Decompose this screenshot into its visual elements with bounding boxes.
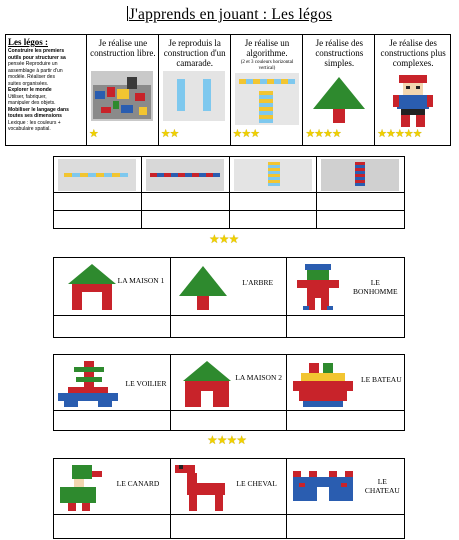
algo-photo-4 xyxy=(317,157,405,193)
house-2-label: LA MAISON 2 xyxy=(235,373,282,382)
level-5-cell xyxy=(375,35,451,146)
sailboat-cell xyxy=(54,355,171,411)
constructions-table-2 xyxy=(53,354,405,431)
duck-label: LE CANARD xyxy=(116,479,160,488)
level-5-text: Je réalise des constructions plus complexes. xyxy=(380,38,446,68)
constructions-table-1 xyxy=(53,257,405,338)
objectives-cell xyxy=(6,35,87,146)
sailboat-photo xyxy=(56,359,122,409)
level-3-text: Je réalise un algorithme. xyxy=(244,38,290,58)
horse-label: LE CHEVAL xyxy=(236,479,277,488)
person-cell xyxy=(287,258,405,316)
sailboat-label: LE VOILIER xyxy=(125,379,167,388)
person-photo xyxy=(293,262,343,312)
three-stars: ★★★ xyxy=(209,232,239,246)
algo-photo-3 xyxy=(229,157,317,193)
algo-photo-1 xyxy=(54,157,142,193)
level-1-cell xyxy=(86,35,158,146)
algo-blank-2 xyxy=(141,193,229,211)
house-1-label: LA MAISON 1 xyxy=(117,276,165,285)
tree-cell xyxy=(170,258,287,316)
page-title xyxy=(0,6,459,24)
objectives-text: Construire les premiers outils pour structurer sa pensée Reproduire un assemblage à partir d'un modèle. Réaliser des suites organisées. Explorer le monde Utiliser, fabriquer, manipuler des objets. Mobiliser le langage dans toutes ses dimensions Lexique : les couleurs + vocabulaire spatial. xyxy=(8,48,69,132)
algo-blank-1 xyxy=(54,193,142,211)
level-5-stars: ★★★★★ xyxy=(377,128,422,140)
constructions-table-3 xyxy=(53,458,405,539)
house-2-cell xyxy=(170,355,287,411)
horse-cell xyxy=(170,459,287,515)
level-2-text: Je reproduis la construction d'un camarade. xyxy=(163,38,226,68)
objectives-heading: Les légos : xyxy=(8,37,48,47)
person-label: LE BONHOMME xyxy=(353,278,398,297)
level-4-cell xyxy=(303,35,375,146)
level-3-note: (2 et 3 couleurs horizontal vertical) xyxy=(240,60,294,71)
duck-cell xyxy=(54,459,171,515)
free-construction-photo xyxy=(91,71,153,121)
boat-cell xyxy=(287,355,405,411)
castle-label: LE CHATEAU xyxy=(364,477,400,496)
boat-label: LE BATEAU xyxy=(361,375,402,384)
text-cursor xyxy=(127,6,128,21)
level-3-cell xyxy=(230,35,303,146)
house-1-photo xyxy=(64,262,120,312)
four-stars: ★★★★ xyxy=(207,433,247,447)
algo-blank-3 xyxy=(229,193,317,211)
level-4-text: Je réalise des constructions simples. xyxy=(315,38,364,68)
level-3-stars: ★★★ xyxy=(232,128,260,140)
page-title-text: J'apprends en jouant : Les légos xyxy=(128,6,333,23)
level-1-stars: ★ xyxy=(88,128,98,140)
boat-photo xyxy=(289,359,357,409)
tree-photo xyxy=(175,262,231,312)
algorithm-table xyxy=(53,156,405,229)
simple-tree-photo xyxy=(309,73,369,125)
castle-photo xyxy=(291,471,355,507)
level-4-stars: ★★★★ xyxy=(305,128,341,140)
algo-blank-4 xyxy=(317,193,405,211)
duck-photo xyxy=(58,463,106,513)
house-1-cell xyxy=(54,258,171,316)
tree-label: L'ARBRE xyxy=(242,278,274,287)
horse-photo xyxy=(173,463,229,513)
level-2-cell xyxy=(158,35,230,146)
levels-table xyxy=(5,34,451,146)
level-2-stars: ★★ xyxy=(160,128,179,140)
algo-photo-2 xyxy=(141,157,229,193)
copy-construction-photo xyxy=(163,71,225,121)
algorithm-photo xyxy=(235,73,299,125)
house-2-photo xyxy=(179,359,235,409)
complex-figure-photo xyxy=(391,73,435,129)
castle-cell xyxy=(287,459,405,515)
level-1-text: Je réalise une construction libre. xyxy=(90,38,156,58)
